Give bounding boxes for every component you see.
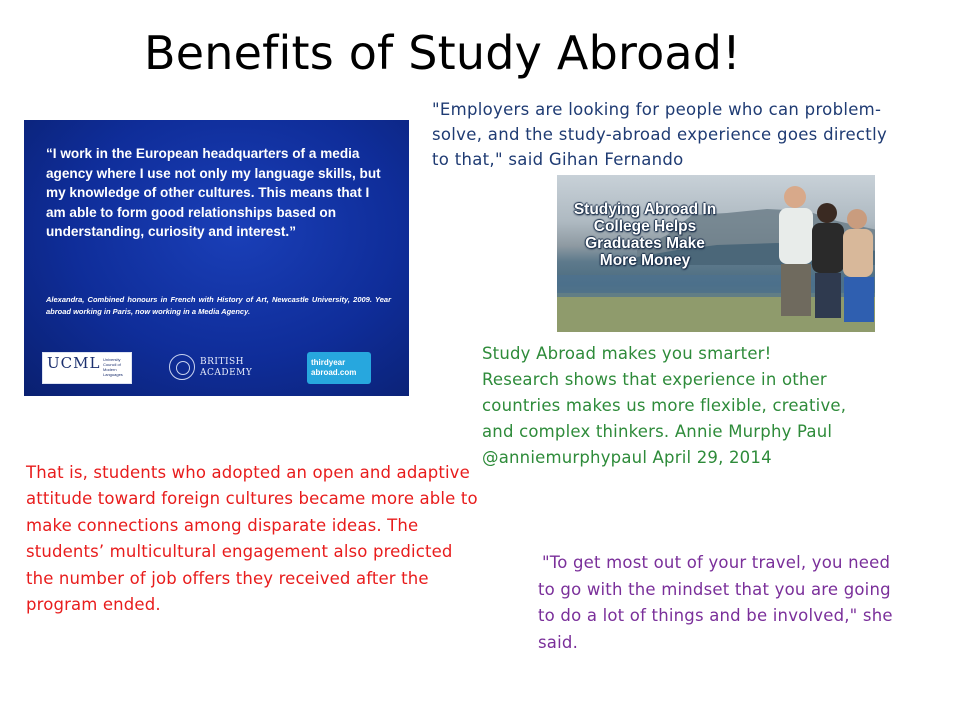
crest-icon [169,354,195,380]
thirdyear-logo-line2: abroad.com [311,368,357,377]
graduates-photo [557,175,875,332]
travel-mindset-quote-text: "To get most out of your travel, you need to go with the mindset that you are going to do a lot of things and be involved," she said. [538,553,893,652]
quote-image-quote: “I work in the European headquarters of a media agency where I use not only my language skills, but my knowledge of other cultures. This means that I am able to form good relationships based on understanding, curiosity and interest.” [46,146,381,239]
quote-image [24,120,409,396]
quote-image-attribution: Alexandra, Combined honours in French with History of Art, Newcastle University, 2009. Year abroad working in Paris, now working in a Media Agency. [46,295,391,316]
slide-title: Benefits of Study Abroad! [144,26,741,80]
ucml-logo-subtext: University Council of Modern Languages [103,357,123,377]
ucml-logo [42,352,132,384]
travel-mindset-quote [538,550,908,656]
ucml-logo-text: UCML [47,354,101,372]
thirdyear-logo-line1: thirdyear [311,358,346,367]
british-academy-logo [169,354,279,384]
photo-banner-text: Studying Abroad In College Helps Graduates Make More Money [573,201,717,269]
thirdyear-abroad-logo [307,352,371,384]
multicultural-engagement-text: That is, students who adopted an open and adaptive attitude toward foreign cultures became more able to make connections among disparate ideas. The students’ multicultural engagement also predicted the number of job offers they received after the program ended. [26,463,478,615]
smarter-research-text: Study Abroad makes you smarter! Research shows that experience in other countries makes us more flexible, creative, and complex thinkers. Annie Murphy Paul @anniemurphypaul April 29, 2014 [482,344,847,467]
british-academy-logo-text: BRITISH ACADEMY [200,357,253,378]
employers-quote: "Employers are looking for people who can problem-solve, and the study-abroad experience goes directly to that," said Gihan Fernando [432,100,888,169]
